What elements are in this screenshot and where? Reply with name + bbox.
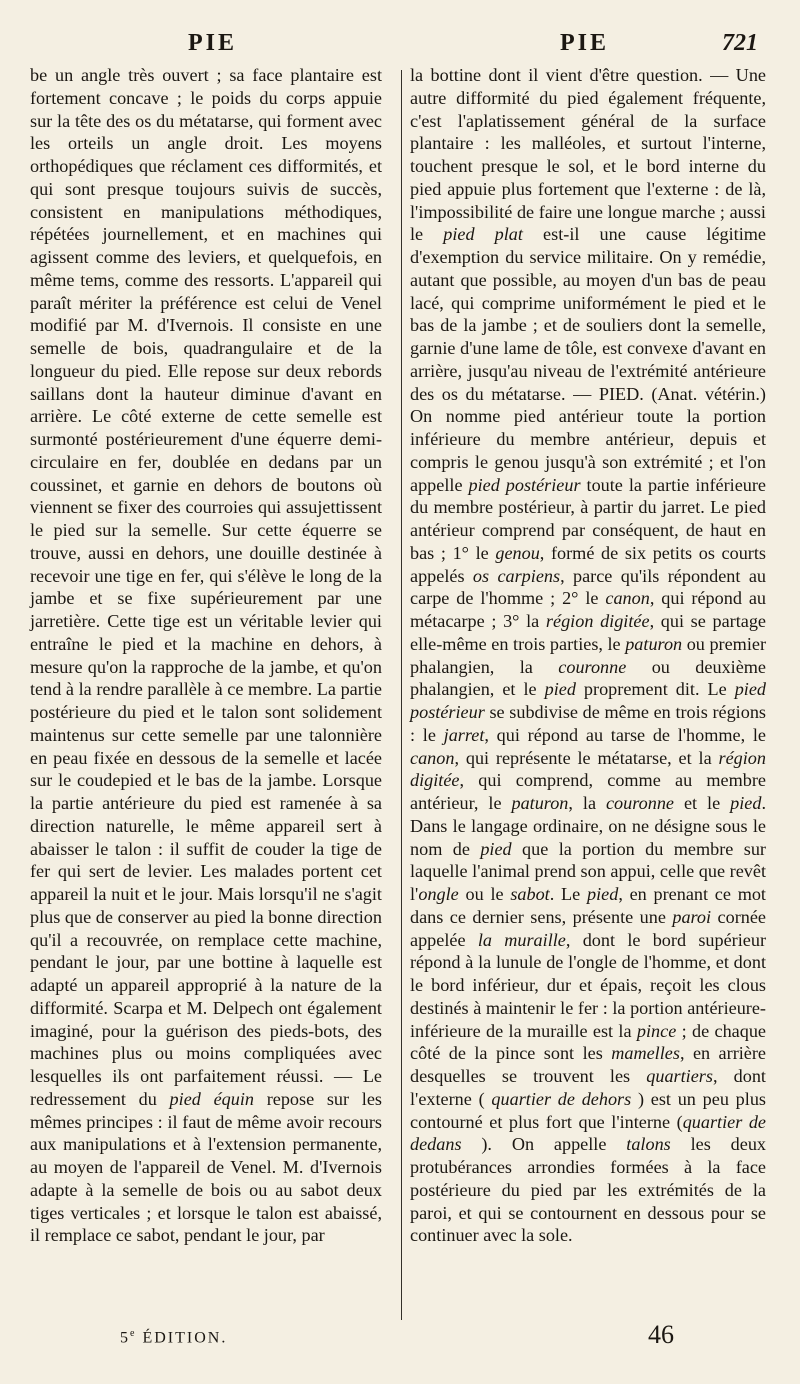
rt-45: pince bbox=[636, 1020, 677, 1041]
rt-48: , en arrière desquelles se trouvent les bbox=[410, 1043, 767, 1086]
rt-39: pied bbox=[586, 884, 619, 904]
rt-41: paroi bbox=[672, 906, 712, 927]
rt-7: os carpiens bbox=[472, 565, 561, 586]
rt-8: , parce qu'ils répondent au carpe de l'homme ; 2° le bbox=[410, 565, 766, 609]
rt-0: la bottine dont il vient d'être question. — Une autre difformité du pied également fréquente, c'est l'aplatissement général de la surface plantaire : les malléoles, et surtout l'interne, touchent presque le sol, et le bord interne du pied appuie plus fortement que l'externe : de là, l'impossibilité de faire une longue marche ; aussi le bbox=[410, 65, 766, 245]
rt-10: , qui répond au métacarpe ; 3° la bbox=[410, 588, 766, 631]
rt-53: quartier de dedans bbox=[410, 1111, 766, 1155]
rt-2: est-il une cause légitime d'exemption du service militaire. On y remédie, autant que possible, au moyen d'un bas de peau lacé, qui comprime uniformément le pied et le bas de la jambe ; et de souliers dont la semelle, garnie d'une lame de tôle, est convexe d'avant en arrière, jusqu'au niveau de l'extrémité antérieure des os du métatarse. — PIED. (Anat. vétérin.) On nomme pied antérieur toute la portion inférieure du membre antérieur, depuis et compris le genou jusqu'à son extrémité ; et l'on appelle bbox=[410, 224, 766, 495]
rt-36: ou le bbox=[458, 884, 511, 904]
rt-38: . Le bbox=[549, 884, 587, 904]
rt-30: et le bbox=[674, 793, 731, 813]
column-divider bbox=[401, 70, 402, 1320]
left-text-1: be un angle très ouvert ; sa face plantaire est fortement concave ; le poids du corps appuie sur la tête des os du métatarse, qui forment avec les orteils un angle droit. Les moyens orthopédiques que réclament ces difformités, et qui sont presque toujours suivis de succès, consistent en manipulations méthodiques, répétées journellement, et en machines qui agissent comme des leviers, et quelquefois, en même tems, comme des ressorts. L'appareil qui paraît mériter la préférence est celui de Venel modifié par M. d'Ivernois. Il consiste en une semelle de bois, quadrangulaire et de la longueur du pied. Elle repose sur deux rebords saillans dont la hauteur diminue d'avant en arrière. Le côté externe de cette semelle est surmonté postérieurement d'une équerre demi-circulaire en fer, doublée en dedans par un coussinet, et garnie en dehors de boutons où viennent se fixer des courroies qui assujettissent le pied sur la semelle. Sur cette équerre se trouve, aussi en dehors, une douille destinée à recevoir une tige en fer, qui s'élève le long de la jambe et se fixe supérieurement par une jarretière. Cette tige est un véritable levier qui entraîne le pied et la machine en dehors, à mesure qu'on la rapproche de la jambe, et qu'on tend à la rendre parallèle à ce membre. La partie postérieure du pied et le talon sont solidement maintenus sur cette semelle par une talonnière en peau fixée en dessous de la semelle et lacée sur le coudepied et le bas de la jambe. Lorsque la partie antérieure du pied est ramenée à sa direction naturelle, le même appareil sert à abaisser le talon : il suffit de couder la tige de fer qui sert de levier. Les malades portent cet appareil la nuit et le jour. Mais lorsqu'il ne s'agit plus que de conserver au pied la bonne direction qu'il a recouvrée, on remplace cette machine, pendant le jour, par une bottine à laquelle est adapté un appareil approprié à la nature de la difformité. Scarpa et M. Delpech ont également imaginé, pour la guérison des pieds-bots, des machines plus ou moins compliquées avec lesquelles ils ont parfaitement réussi. — Le redressement du bbox=[30, 65, 382, 1109]
rt-26: , qui comprend, comme au membre antérieur, le bbox=[410, 770, 766, 813]
rt-20: se subdivise de même en trois régions : le bbox=[410, 702, 766, 745]
rt-46: ; de chaque côté de la pince sont les bbox=[410, 1020, 767, 1064]
signature-number: 5 bbox=[120, 1329, 130, 1347]
rt-5: genou bbox=[495, 542, 540, 563]
left-paragraph bbox=[30, 64, 382, 1247]
rt-13: paturon bbox=[625, 633, 683, 654]
rt-34: que la portion du membre sur laquelle l'animal prend son appui, celle que revêt l' bbox=[410, 838, 766, 904]
rt-54: ). On appelle bbox=[461, 1134, 627, 1155]
printer-signature bbox=[120, 1328, 227, 1347]
rt-42: cornée appelée bbox=[410, 906, 766, 950]
rt-1: pied plat bbox=[443, 224, 523, 245]
rt-18: proprement dit. Le bbox=[575, 679, 735, 700]
rt-3: pied postérieur bbox=[468, 474, 581, 495]
rt-23: canon bbox=[410, 747, 455, 768]
rt-50: , dont l'externe ( bbox=[410, 1066, 766, 1109]
rt-29: couronne bbox=[605, 793, 675, 813]
rt-22: , qui répond au tarse de l'homme, le bbox=[484, 724, 766, 745]
rt-4: toute la partie inférieure du membre postérieur, à partir du jarret. Le pied antérieur comprend par conséquent, de haut en bas ; 1° le bbox=[410, 474, 766, 563]
running-head-left: PIE bbox=[188, 30, 238, 56]
page-number: 721 bbox=[722, 30, 758, 56]
rt-35: ongle bbox=[418, 884, 459, 904]
rt-43: la muraille bbox=[477, 929, 566, 950]
rt-16: ou deuxième phalangien, et le bbox=[410, 656, 767, 700]
right-column bbox=[410, 64, 766, 1247]
signature-text: ÉDITION. bbox=[142, 1329, 228, 1347]
rt-52: ) est un peu plus contourné et plus fort que l'interne ( bbox=[410, 1088, 766, 1132]
rt-51: quartier de dehors bbox=[491, 1088, 632, 1109]
rt-31: pied bbox=[730, 793, 762, 813]
left-italic-term: pied équin bbox=[169, 1088, 254, 1109]
rt-40: , en prenant ce mot dans ce dernier sens, présente une bbox=[410, 884, 766, 927]
rt-49: quartiers bbox=[646, 1066, 713, 1086]
rt-28: , la bbox=[568, 793, 606, 813]
rt-33: pied bbox=[480, 838, 512, 859]
rt-11: région digitée bbox=[545, 611, 650, 631]
rt-47: mamelles bbox=[611, 1043, 680, 1064]
left-column bbox=[30, 64, 382, 1247]
left-text-2: repose sur les mêmes principes : il faut de même avoir recours aux manipulations et à l'extension permanente, au moyen de l'appareil de Venel. M. d'Ivernois adapte à la semelle de bois ou au sabot deux tiges verticales ; et lorsque le talon est abaissé, il remplace ce sabot, pendant le jour, par bbox=[30, 1088, 382, 1246]
rt-19: pied postérieur bbox=[410, 679, 767, 722]
running-head-right: PIE bbox=[560, 30, 610, 56]
rt-27: paturon bbox=[511, 793, 569, 813]
signature-superscript: e bbox=[130, 1328, 137, 1339]
rt-24: , qui représente le métatarse, et la bbox=[454, 747, 719, 768]
rt-14: ou premier phalangien, la bbox=[410, 633, 766, 677]
rt-9: canon bbox=[605, 588, 650, 609]
rt-15: couronne bbox=[558, 656, 627, 677]
right-paragraph bbox=[410, 64, 766, 1247]
rt-32: . Dans le langage ordinaire, on ne désigne sous le nom de bbox=[410, 793, 766, 859]
rt-44: , dont le bord supérieur répond à la lunule de l'ongle de l'homme, et dont le bord inférieur, dur et épais, reçoit les clous destinés à maintenir le fer : la portion antérieure-inférieure de la muraille est la bbox=[410, 929, 767, 1041]
rt-21: jarret bbox=[443, 724, 485, 745]
rt-56: les deux protubérances arrondies formées à la face postérieure du pied par les extrémités de la paroi, et qui se contournent en dessous pour se continuer avec la sole. bbox=[410, 1134, 767, 1246]
rt-6: , formé de six petits os courts appelés bbox=[410, 542, 766, 586]
rt-25: région digitée bbox=[410, 747, 766, 791]
rt-55: talons bbox=[626, 1134, 671, 1155]
rt-37: sabot bbox=[510, 884, 550, 904]
rt-12: , qui se partage elle-même en trois parties, le bbox=[410, 611, 767, 654]
rt-17: pied bbox=[544, 679, 576, 700]
sheet-folio: 46 bbox=[648, 1320, 674, 1349]
